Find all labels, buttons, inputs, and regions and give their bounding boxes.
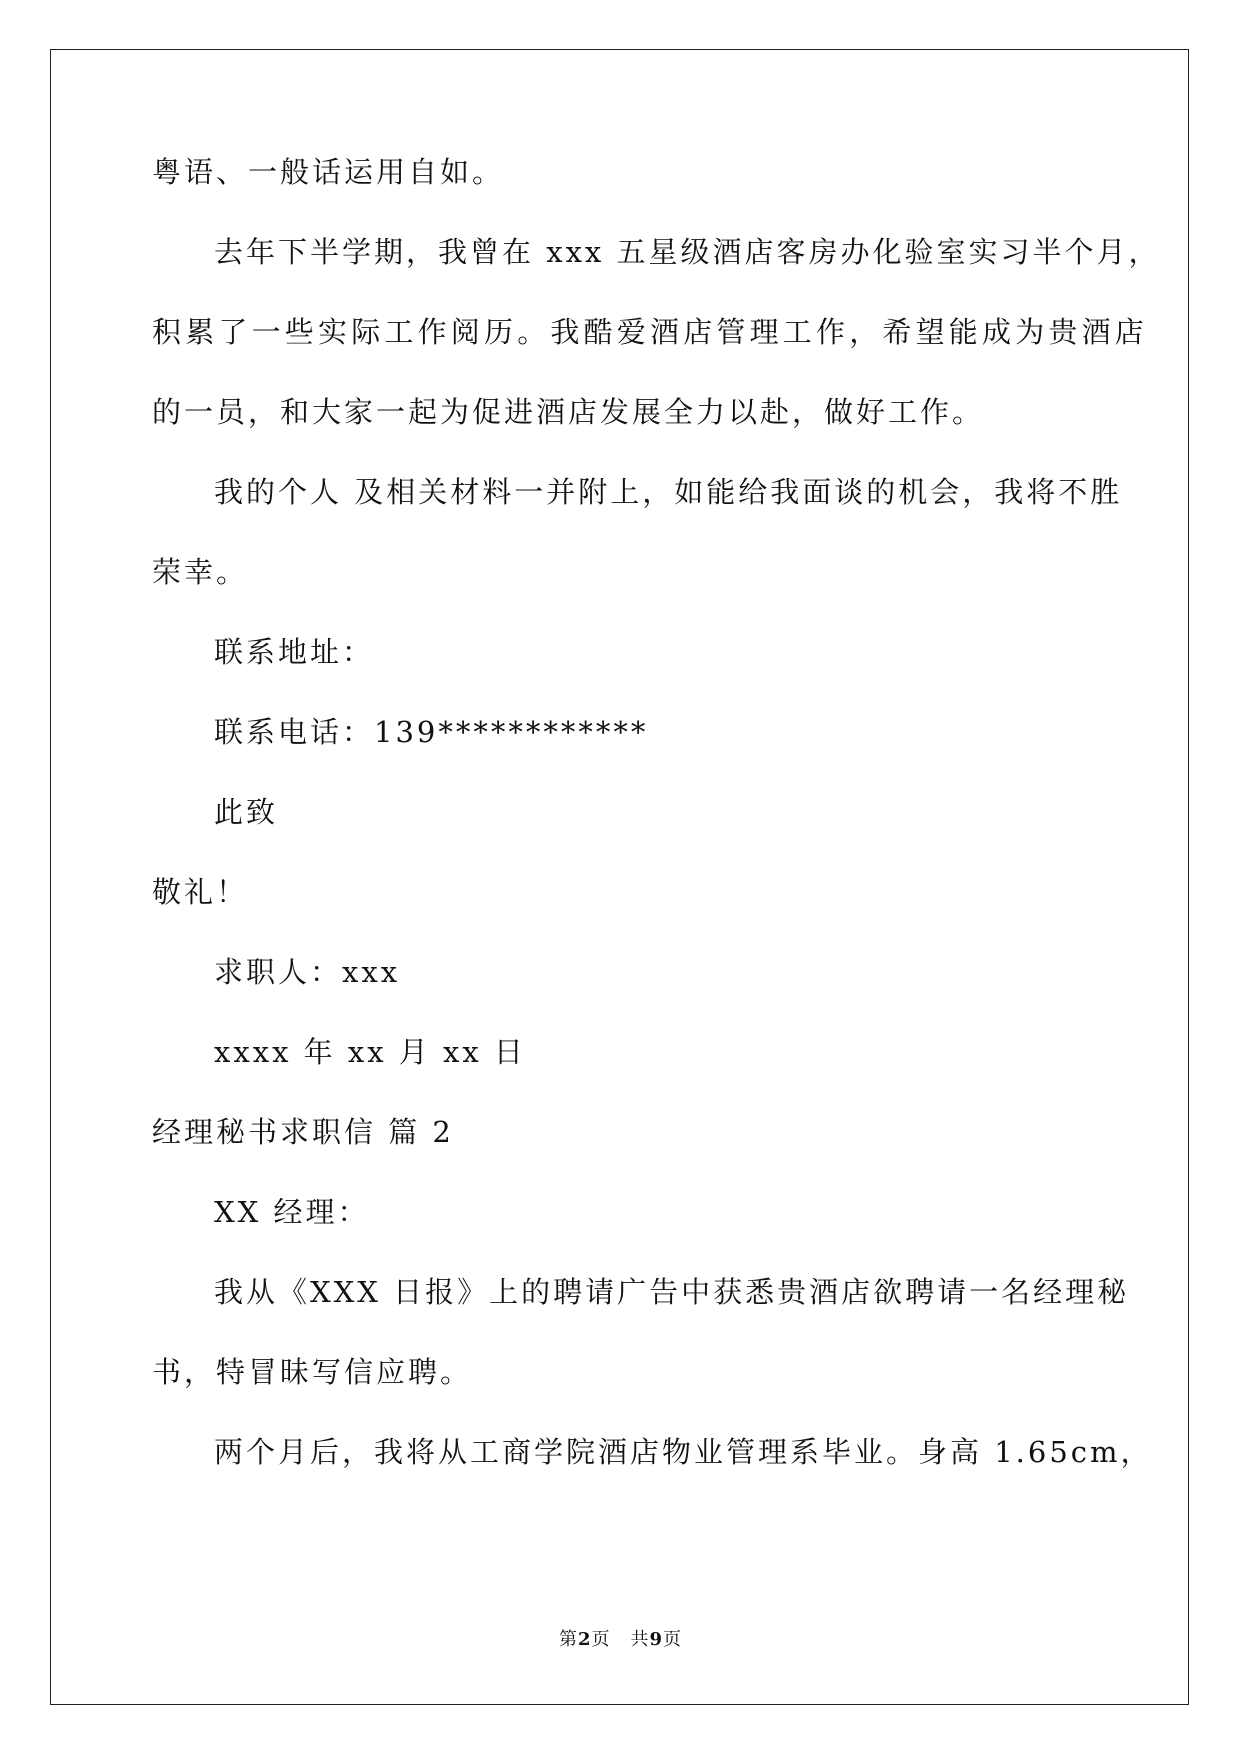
letter-date: xxxx 年 xx 月 xx 日 <box>214 1035 526 1069</box>
contact-phone: 联系电话：139************ <box>214 715 649 749</box>
footer-page-suffix: 页 <box>591 1629 611 1650</box>
body-line-15: 我从《XXX 日报》上的聘请广告中获悉贵酒店欲聘请一名经理秘 <box>214 1275 1130 1309</box>
salutation: XX 经理： <box>214 1195 370 1229</box>
section-heading: 经理秘书求职信 篇 2 <box>152 1115 454 1149</box>
footer-page-prefix: 第 <box>558 1629 578 1650</box>
footer-total-number: 9 <box>649 1629 664 1650</box>
applicant-name: 求职人：xxx <box>214 955 401 989</box>
closing-greeting: 此致 <box>214 795 279 829</box>
footer-total-prefix: 共 <box>630 1629 650 1650</box>
body-line-2: 去年下半学期，我曾在 xxx 五星级酒店客房办化验室实习半个月， <box>214 235 1161 269</box>
footer-total-suffix: 页 <box>663 1629 683 1650</box>
closing-salute: 敬礼！ <box>152 875 249 909</box>
contact-address: 联系地址： <box>214 635 375 669</box>
body-line-4: 的一员，和大家一起为促进酒店发展全力以赴，做好工作。 <box>152 395 985 429</box>
body-line-17: 两个月后，我将从工商学院酒店物业管理系毕业。身高 1.65cm， <box>214 1435 1153 1469</box>
footer-page-number: 2 <box>577 1629 592 1650</box>
body-line-6: 荣幸。 <box>152 555 249 589</box>
page-footer <box>0 1628 1241 1652</box>
body-line-1: 粤语、一般话运用自如。 <box>152 155 505 189</box>
body-line-16: 书，特冒昧写信应聘。 <box>152 1355 473 1389</box>
body-line-5: 我的个人 及相关材料一并附上，如能给我面谈的机会，我将不胜 <box>214 475 1123 509</box>
body-line-3: 积累了一些实际工作阅历。我酷爱酒店管理工作，希望能成为贵酒店 <box>152 315 1149 349</box>
